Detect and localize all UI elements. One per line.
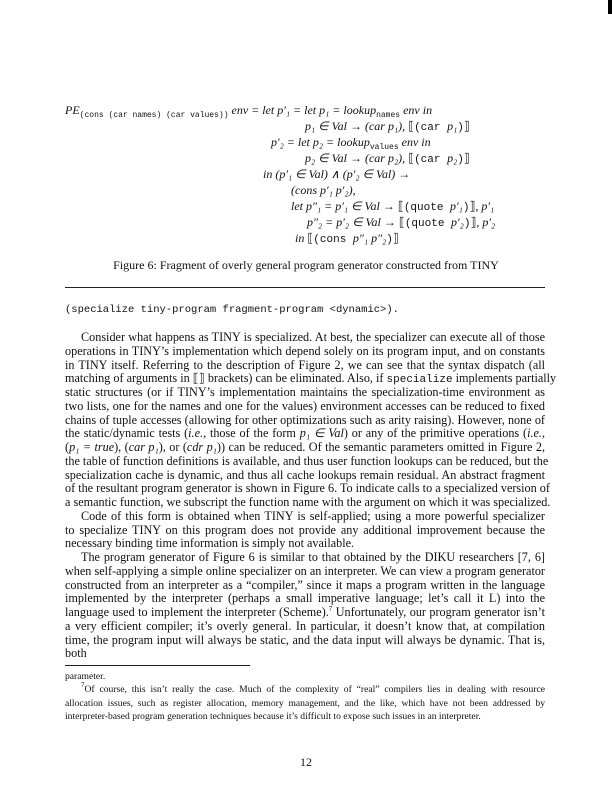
text-run: ), or ( bbox=[158, 440, 187, 454]
text-run: operations in TINY’s implementation which depend solely on its program input, and on constants bbox=[65, 343, 545, 358]
text-run: p″₂ = p′₂ ∈ Val → bbox=[307, 215, 399, 229]
text-run: ), ( bbox=[114, 440, 129, 454]
text-line bbox=[65, 481, 550, 496]
text-run: interpreter-based program generation techniques because it’s difficult to expose such issues in an interpreter. bbox=[65, 711, 481, 723]
text-run: let p″₁ = p′₁ ∈ Val → bbox=[291, 199, 398, 213]
text-run: (car bbox=[414, 154, 448, 166]
text-run: in TINY itself. Referring to the description of Figure 2, we can see that the syntax dispatch (all bbox=[65, 357, 545, 372]
text-run: ( bbox=[65, 440, 70, 454]
text-run: p″₁ p″₂ bbox=[352, 231, 387, 245]
text-run: Unfortunately, our program generator isn’t bbox=[332, 605, 545, 619]
text-line bbox=[65, 537, 545, 551]
text-run: , p′₁ bbox=[475, 199, 495, 213]
text-line bbox=[65, 606, 545, 620]
text-line bbox=[65, 453, 549, 469]
text-run: (cons (car names) (car values)) bbox=[79, 111, 229, 120]
text-run: p₂ bbox=[447, 151, 458, 165]
text-line bbox=[65, 345, 545, 359]
text-line bbox=[65, 524, 545, 538]
equation-line bbox=[263, 167, 410, 182]
text-run: (quote bbox=[403, 202, 451, 214]
text-run: ⟧ bbox=[392, 231, 399, 245]
text-line bbox=[65, 565, 545, 579]
text-run: p′₂ = let p₂ = lookup bbox=[271, 135, 370, 149]
text-run: a very efficient compiler; it’s overly general. In particular, it doesn’t know that, at compilation bbox=[65, 618, 545, 633]
text-run: env in bbox=[398, 135, 431, 149]
text-run: p₁ ∈ Val bbox=[299, 426, 344, 441]
text-run: Code of this form is obtained when TINY is self-applied; using a more powerful specializer bbox=[81, 508, 545, 523]
text-line bbox=[65, 495, 551, 510]
text-run: chains of tuple accesses (allowing for other optimizations such as arity raising). However, none of bbox=[65, 412, 545, 427]
text-run: i.e. bbox=[188, 426, 204, 441]
text-run: ) bbox=[463, 218, 471, 230]
text-run: ⟧ bbox=[463, 119, 470, 133]
text-run: ) bbox=[462, 202, 470, 214]
text-run: of the resultant program generator is shown in Figure 6. To indicate calls to a specialized version of bbox=[65, 481, 550, 496]
text-run: car p₁ bbox=[128, 440, 159, 454]
text-run: ) bbox=[457, 122, 464, 134]
text-run: env = let p′₁ = let p₁ = lookup bbox=[228, 103, 377, 117]
text-line bbox=[65, 400, 545, 414]
text-run: when self-applying a simple online specializer on an interpreter. We can view a program generator bbox=[65, 563, 545, 578]
text-run: necessary binding time information is simply not available. bbox=[65, 536, 355, 551]
text-run: the table of function definitions is available, and thus user function lookups can be reduced, but the bbox=[65, 453, 549, 468]
text-run: 7 bbox=[328, 605, 333, 613]
text-run: ⟦ bbox=[408, 151, 415, 165]
text-run: ⟧ bbox=[470, 215, 477, 229]
text-run: p₁ bbox=[447, 119, 458, 133]
text-run: a semantic function, we subscript the function name with the argument on which it was specialized. bbox=[65, 495, 551, 509]
text-run: The program generator of Figure 6 is similar to that obtained by the DIKU researchers [7, 6] bbox=[81, 550, 545, 564]
text-line bbox=[65, 414, 545, 428]
text-run: , p′₂ bbox=[476, 215, 496, 229]
text-line bbox=[65, 441, 545, 455]
text-run: Of course, this isn’t really the case. Much of the complexity of “real” compilers lies in dealing with resource bbox=[84, 684, 545, 696]
scan-mark bbox=[608, 0, 612, 14]
text-run: ⟧ bbox=[463, 151, 470, 165]
text-run: matching of arguments in ⟦⟧ brackets) can be eliminated. Also, if bbox=[65, 371, 387, 386]
text-line bbox=[65, 359, 545, 373]
text-run: two lists, one for the names and one for the values) environment accesses can be reduced to fixed bbox=[65, 398, 545, 413]
text-run: ⟧ bbox=[469, 199, 476, 213]
text-run: , bbox=[541, 426, 545, 441]
text-run: p′₁ bbox=[450, 199, 463, 213]
equation-line bbox=[305, 119, 470, 134]
text-run: env in bbox=[400, 103, 433, 117]
text-run: , those of the form bbox=[203, 426, 300, 441]
text-line bbox=[65, 647, 545, 661]
equation-line bbox=[295, 231, 399, 246]
text-line bbox=[65, 683, 545, 696]
text-line bbox=[65, 427, 545, 441]
text-run: specialization cache is dynamic, and thus all cache lookups remain residual. An abstract fragment bbox=[65, 467, 545, 482]
text-run: p₂ ∈ Val → (car p₂), bbox=[305, 151, 409, 165]
text-run: ⟦ bbox=[397, 199, 404, 213]
text-line bbox=[65, 331, 545, 345]
text-run: static structures (or if TINY’s implementation maintains the specialization-time environment as bbox=[65, 385, 545, 399]
text-run: (cons bbox=[313, 234, 353, 246]
text-run: parameter. bbox=[65, 671, 106, 682]
text-line bbox=[65, 634, 545, 648]
text-run: p₁ = true bbox=[69, 440, 115, 454]
equation-line bbox=[291, 199, 494, 214]
text-run: specialize bbox=[386, 374, 453, 387]
code-line: (specialize tiny-program fragment-program <dynamic>). bbox=[65, 304, 399, 316]
footnotes bbox=[65, 670, 545, 724]
text-run: ) bbox=[457, 154, 464, 166]
text-run: ⟦ bbox=[398, 215, 405, 229]
text-run: names bbox=[376, 111, 401, 120]
figure-divider bbox=[65, 287, 545, 288]
page-number: 12 bbox=[300, 755, 312, 769]
text-line bbox=[65, 592, 545, 606]
text-line bbox=[65, 710, 545, 723]
text-run: time, the program input will always be static, and the data input will always be dynamic. That is, bbox=[65, 632, 545, 647]
text-line bbox=[65, 386, 545, 400]
equation-line bbox=[305, 151, 470, 166]
text-run: (car bbox=[414, 122, 448, 134]
text-line bbox=[65, 579, 545, 593]
text-run: implemented by the interpreter (perhaps a small imperative language; let’s call it L) into the bbox=[65, 591, 545, 606]
text-line bbox=[65, 371, 557, 387]
text-run: (quote bbox=[404, 218, 452, 230]
body-text bbox=[65, 330, 557, 661]
text-line bbox=[65, 469, 545, 483]
text-run: 7 bbox=[81, 681, 85, 690]
text-run: (cons p′₁ p′₂), bbox=[291, 183, 356, 197]
text-run: values bbox=[369, 143, 399, 152]
text-run: cdr p₁ bbox=[186, 440, 217, 454]
text-run: constructed from an interpreter as a “compiler,” since it maps a program written in the language bbox=[65, 577, 545, 592]
equation-line bbox=[271, 135, 431, 150]
text-run: the static/dynamic tests ( bbox=[65, 426, 189, 441]
text-run: )) can be reduced. Of the semantic parameters omitted in Figure 2, bbox=[216, 440, 545, 454]
text-run: i.e. bbox=[527, 426, 542, 441]
text-run: both bbox=[65, 646, 87, 661]
text-line bbox=[65, 620, 545, 634]
text-run: Consider what happens as TINY is specialized. At best, the specializer can execute all of those bbox=[81, 330, 545, 344]
equation-line bbox=[291, 183, 356, 198]
text-run: ⟦ bbox=[307, 231, 314, 245]
text-line bbox=[65, 697, 545, 710]
text-run: implements partially bbox=[452, 371, 557, 386]
text-line bbox=[65, 510, 545, 524]
text-line bbox=[65, 670, 545, 683]
text-run: p′₂ bbox=[451, 215, 464, 229]
text-run: ) bbox=[386, 234, 393, 246]
text-line bbox=[65, 551, 545, 565]
text-run: ) or any of the primitive operations ( bbox=[343, 426, 528, 441]
equation-line bbox=[307, 215, 495, 230]
text-run: ⟦ bbox=[408, 119, 415, 133]
text-run: allocation issues, such as register allocation, memory management, and the like, which have not been addressed by bbox=[65, 697, 545, 709]
text-run: p₁ ∈ Val → (car p₁), bbox=[305, 119, 409, 133]
text-run: in bbox=[295, 231, 308, 245]
footnote-divider bbox=[65, 665, 250, 666]
equation-line bbox=[65, 103, 432, 118]
text-run: PE bbox=[65, 103, 80, 117]
text-run: to specialize TINY on this program does not provide any additional improvement because the bbox=[65, 522, 545, 537]
figure-caption: Figure 6: Fragment of overly general program generator constructed from TINY bbox=[113, 258, 499, 272]
text-run: in (p′₁ ∈ Val) ∧ (p′₂ ∈ Val) → bbox=[263, 167, 411, 181]
text-run: language used to implement the interpreter (Scheme). bbox=[65, 605, 329, 619]
